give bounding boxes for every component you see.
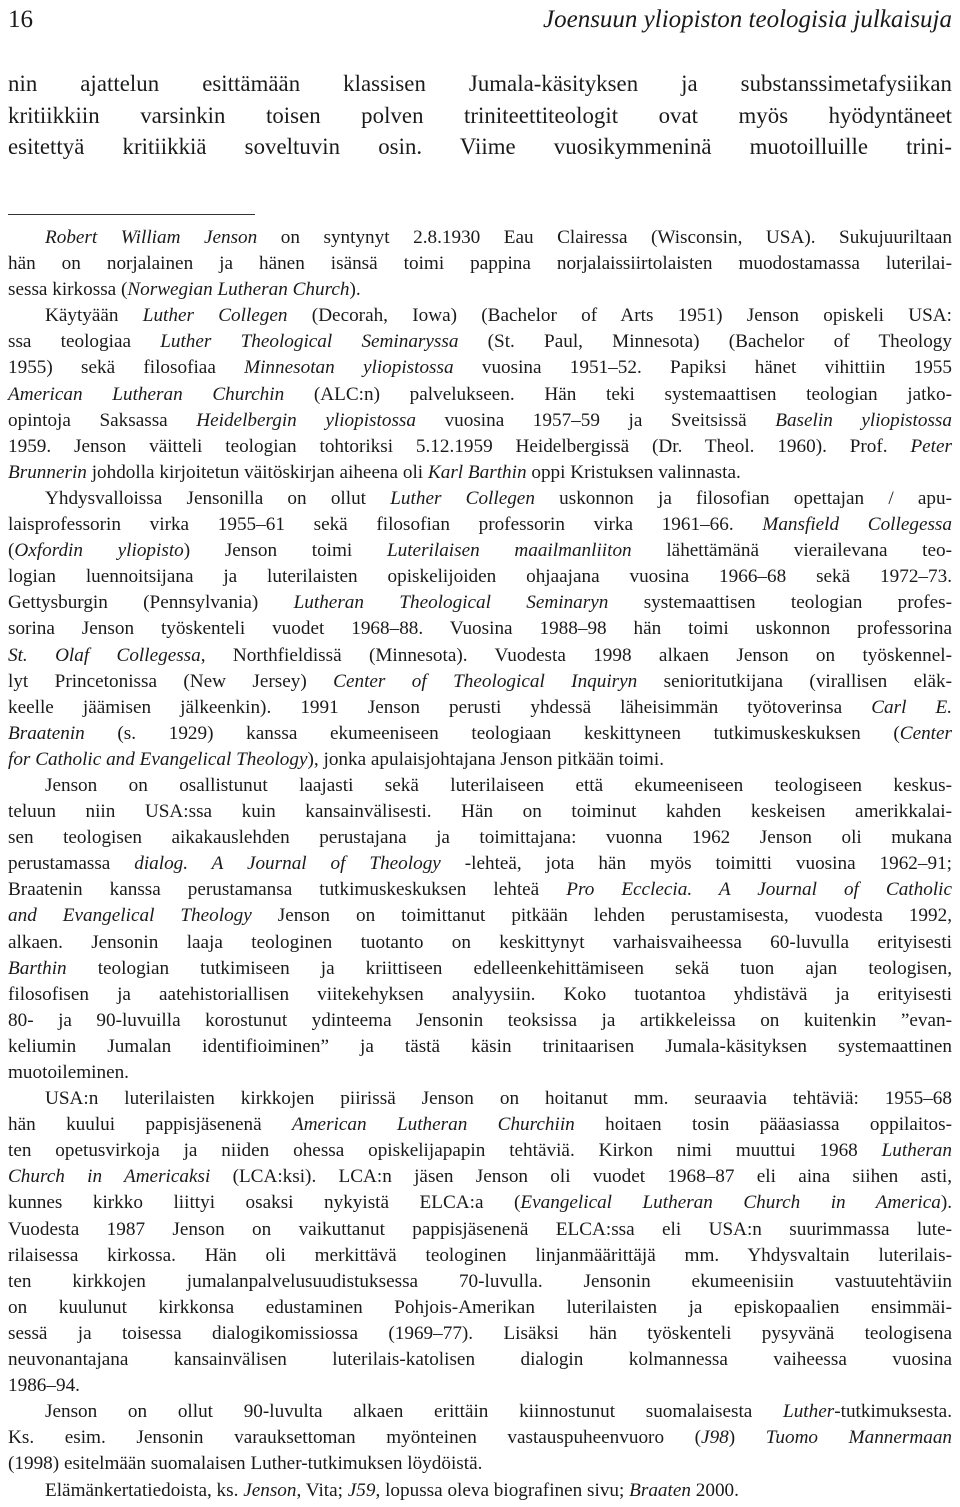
- main-body-text: [8, 68, 952, 163]
- footnote-line: Vuodesta 1987 Jenson on vaikuttanut pappisjäsenenä ELCA:ssa eli USA:n suurimmassa lute-: [8, 1218, 952, 1240]
- footnote-line: ten kirkkojen jumalanpalvelusuudistuksessa 70-luvulla. Jensonin ekumeenisiin vastuutehtäviin: [8, 1270, 952, 1292]
- footnote-line: Jenson on osallistunut laajasti sekä luterilaiseen että ekumeeniseen teologiseen keskus-: [45, 774, 952, 796]
- body-line: esitettyä kritiikkiä soveltuvin osin. Viime vuosikymmeninä muotoilluille trini-: [8, 134, 952, 160]
- footnote-line: neuvonantajana kansainvälisen luterilais-katolisen dialogin kolmannessa vaiheessa vuosina: [8, 1349, 952, 1371]
- page-number: 16: [8, 6, 33, 33]
- footnote-line: for Catholic and Evangelical Theology), jonka apulaisjohtajana Jenson pitkään toimi.: [8, 748, 664, 770]
- footnote: [8, 225, 952, 1504]
- footnote-line: 1959. Jenson väitteli teologian tohtoriksi 5.12.1959 Heidelbergissä (Dr. Theol. 1960). Prof. Peter: [8, 435, 952, 457]
- footnote-line: Braatenin kanssa perustamansa tutkimuskeskuksen lehteä Pro Ecclecia. A Journal of Catholic: [8, 879, 952, 901]
- footnote-line: sessä ja toisessa dialogikomissiossa (1969–77). Lisäksi hän työskenteli pysyvänä teologisena: [8, 1322, 952, 1344]
- footnote-line: lyt Princetonissa (New Jersey) Center of Theological Inquiryn senioritutkijana (virallisen eläk-: [8, 670, 952, 692]
- body-line: kritiikkiin varsinkin toisen polven triniteettiteologit ovat myös hyödyntäneet: [8, 102, 952, 128]
- footnote-line: Käytyään Luther Collegen (Decorah, Iowa) (Bachelor of Arts 1951) Jenson opiskeli USA:: [45, 305, 952, 327]
- footnote-line: teluun niin USA:ssa kuin kansainvälisesti. Hän on toiminut kahden keskeisen amerikkalai-: [8, 801, 952, 823]
- footnote-line: Brunnerin johdolla kirjoitetun väitöskirjan aiheena oli Karl Barthin oppi Kristuksen valinnasta.: [8, 461, 741, 483]
- footnote-line: Elämänkertatiedoista, ks. Jenson, Vita; J59, lopussa oleva biografinen sivu; Braaten 2000.: [45, 1479, 739, 1501]
- footnote-line: sorina Jenson työskenteli vuodet 1968–88. Vuosina 1988–98 hän toimi uskonnon professorina: [8, 618, 952, 640]
- footnote-line: rilaisessa kirkossa. Hän oli merkittävä teologinen linjanmäärittäjä mm. Yhdysvaltain luterilais-: [8, 1244, 952, 1266]
- footnote-line: St. Olaf Collegessa, Northfieldissä (Minnesota). Vuodesta 1998 alkaen Jenson on työskennel-: [8, 644, 952, 666]
- footnote-line: hän on norjalainen ja hänen isänsä toimi pappina norjalaissiirtolaisten muodostamassa luterilai-: [8, 253, 952, 275]
- footnote-line: Ks. esim. Jensonin varauksettoman myönteinen vastauspuheenvuoro (J98) Tuomo Mannermaan: [8, 1427, 953, 1449]
- footnote-line: 1986–94.: [8, 1375, 80, 1397]
- footnote-line: filosofisen ja aatehistoriallisen viitekehyksen analyysiin. Koko tuotantoa yhdistävä ja erityisesti: [8, 983, 952, 1005]
- footnote-line: keelle jäämisen jälkeenkin). 1991 Jenson perusti yhdessä läheisimmän työtoverinsa Carl E.: [8, 696, 952, 718]
- footnote-line: Barthin teologian tutkimiseen ja kriittiseen edelleenkehittämiseen sekä tuon ajan teologisen,: [8, 957, 952, 979]
- footnote-line: (1998) esitelmään suomalaisen Luther-tutkimuksen löydöistä.: [8, 1453, 483, 1475]
- footnote-paragraph: [8, 225, 952, 303]
- footnote-line: ssa teologiaa Luther Theological Seminaryssa (St. Paul, Minnesota) (Bachelor of Theology: [8, 331, 952, 353]
- footnote-line: American Lutheran Churchin (ALC:n) palvelukseen. Hän teki systemaattisen teologian jatko-: [8, 383, 953, 405]
- footnote-paragraph: [8, 1399, 952, 1477]
- footnote-line: muotoileminen.: [8, 1062, 129, 1083]
- footnote-line: Church in Americaksi (LCA:ksi). LCA:n jäsen Jenson oli vuodet 1968–87 eli aina siihen asti,: [8, 1166, 952, 1188]
- footnote-line: hän kuului pappisjäsenenä American Lutheran Churchiin hoitaen tosin pääasiassa oppilaitos-: [8, 1114, 953, 1136]
- footnote-line: ten opetusvirkoja ja niiden ohessa opiskelijapapin tehtäviä. Kirkon nimi muuttui 1968 Lutheran: [8, 1140, 952, 1162]
- footnote-line: sen teologisen aikakauslehden perustajana ja toimittajana: vuonna 1962 Jenson oli mukana: [8, 827, 952, 849]
- footnote-line: and Evangelical Theology Jenson on toimittanut pitkään lehden perustamisesta, vuodesta 1992,: [8, 905, 952, 927]
- footnote-line: on kuulunut kirkkonsa edustaminen Pohjois-Amerikan luterilaisten ja episkopaalien ensimmäi-: [8, 1296, 952, 1318]
- footnote-line: logian luennoitsijana ja luterilaisten opiskelijoiden ohjaajana vuosina 1966–68 sekä 1972–73.: [8, 566, 952, 588]
- footnote-line: laisprofessorin virka 1955–61 sekä filosofian professorin virka 1961–66. Mansfield Collegessa: [8, 514, 952, 536]
- body-line: nin ajattelun esittämään klassisen Jumala-käsityksen ja substanssimetafysiikan: [8, 71, 952, 96]
- footnote-line: Yhdysvalloissa Jensonilla on ollut Luther Collegen uskonnon ja filosofian opettajan / apu-: [45, 487, 952, 509]
- footnote-paragraph: [8, 1478, 952, 1504]
- footnote-line: (Oxfordin yliopisto) Jenson toimi Luterilaisen maailmanliiton lähettämänä vierailevana teo-: [8, 540, 952, 562]
- footnote-line: 1955) sekä filosofiaa Minnesotan yliopistossa vuosina 1951–52. Papiksi hänet vihittiin 1955: [8, 357, 952, 379]
- footnote-separator: [8, 214, 255, 215]
- footnote-line: perustamassa dialog. A Journal of Theology -lehteä, jota hän myös toimitti vuosina 1962–91;: [8, 853, 952, 875]
- footnote-line: kunnes kirkko liittyi osaksi nykyistä ELCA:a (Evangelical Lutheran Church in America).: [8, 1192, 952, 1214]
- running-header: [8, 2, 952, 38]
- footnote-line: USA:n luterilaisten kirkkojen piirissä Jenson on hoitanut mm. seuraavia tehtäviä: 1955–68: [45, 1088, 952, 1110]
- footnote-line: opintoja Saksassa Heidelbergin yliopistossa vuosina 1957–59 ja Sveitsissä Baselin yliopistossa: [8, 409, 952, 431]
- footnote-line: 80- ja 90-luvuilla korostunut ydinteema Jensonin teoksissa ja artikkeleissa on kuitenkin ”evan-: [8, 1009, 952, 1031]
- footnote-line: alkaen. Jensonin laaja teologinen tuotanto on keskittynyt varhaisvaiheessa 60-luvulla erityisesti: [8, 931, 952, 953]
- footnote-line: Gettysburgin (Pennsylvania) Lutheran Theological Seminaryn systemaattisen teologian profes-: [8, 592, 952, 614]
- footnote-line: Braatenin (s. 1929) kanssa ekumeeniseen teologiaan keskittyneen tutkimuskeskuksen (Center: [8, 722, 952, 744]
- running-title: Joensuun yliopiston teologisia julkaisuja: [543, 6, 952, 33]
- footnote-line: sessa kirkossa (Norwegian Lutheran Church).: [8, 279, 361, 301]
- footnote-paragraph: [8, 773, 952, 1086]
- footnote-paragraph: [8, 1086, 952, 1399]
- footnote-line: Jenson on ollut 90-luvulta alkaen erittäin kiinnostunut suomalaisesta Luther-tutkimuksesta.: [45, 1401, 952, 1423]
- footnote-paragraph: [8, 303, 952, 486]
- footnote-paragraph: [8, 486, 952, 773]
- footnote-line: keliumin Jumalan identifioiminen” ja tästä käsin trinitaarisen Jumala-käsityksen systemaattinen: [8, 1035, 952, 1057]
- footnote-line: Robert William Jenson on syntynyt 2.8.1930 Eau Clairessa (Wisconsin, USA). Sukujuuriltaan: [45, 227, 953, 248]
